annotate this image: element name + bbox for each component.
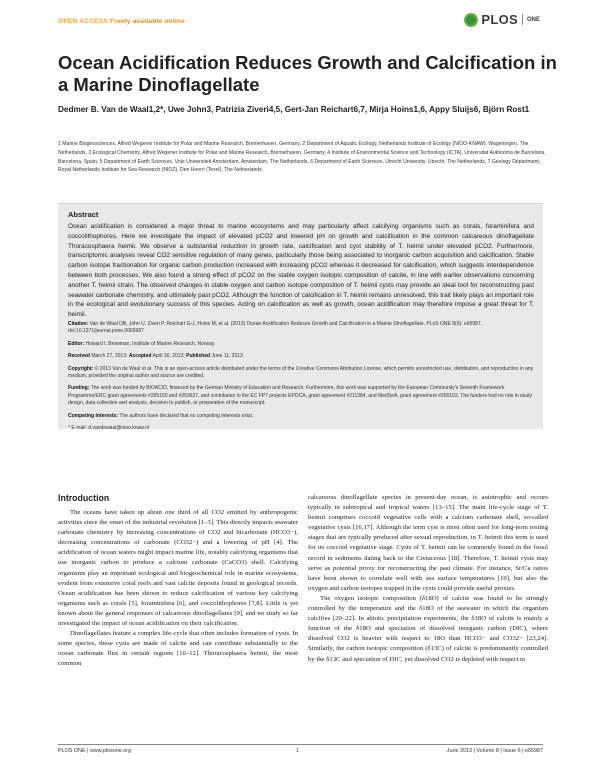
intro-paragraph-2: Dinoflagellates feature a complex life-cycle that often includes formation of cysts. In some species, these cysts are made of calcite and can contribute substantially to the ocean carbonate flux in certain regions [10–12]. Thoracosphaera heimii, the most common — [58, 630, 298, 668]
page-header — [0, 0, 600, 44]
competing-interests-text: The authors have declared that no competing interests exist. — [119, 412, 254, 419]
funding-text: The work was funded by BIOACID, financed by the German Ministry of Education and Research. Furthermore, this work was supported by the European Community's Seventh Framework Programme/ERC grant agreements #205150 and #259627, and contributes to the EC FP7 projects EPOCA, grant agreement #211384, and MedSeA, grant agreement #265103. The funders had no role in study design, data collection and analysis, decision to publish, or preparation of the manuscript. — [68, 385, 532, 407]
copyright-text: © 2013 Van de Waal et al. This is an open-access article distributed under the terms of the Creative Commons Attribution License, which permits unrestricted use, distribution, and reproduction in any medium, provided the original author and source are credited. — [68, 365, 534, 380]
published-label: Published — [186, 353, 211, 360]
intro-paragraph-1: The oceans have taken up about one third of all CO2 emitted by anthropogenic activities since the onset of the industrial revolution [1–3]. This directly impacts seawater carbonate chemistry by increasing concentrations of CO2 and bicarbonate (HCO3−), decreasing concentrations of carbonate (CO32−) and a lowering of pH [4]. The acidification of ocean waters might impact marine life, notably calcifying organisms that use inorganic carbon to produce a calcium carbonate (CaCO3) shell. Calcifying organisms play an important ecological and biogeochemical role in marine ecosystems, evident from extensive coral reefs and vast calcite deposits found in geological records. Ocean acidification has been shown to reduce calcification of various key calcifying organisms such as corals [5], foraminifera [6], and coccolithophores [7,8]. Little is yet known about the general responses of calcareous dinoflagellates [9], and no study so far investigated the impact of ocean acidification on their calcification. — [58, 509, 298, 628]
page-number: 1 — [296, 748, 299, 754]
editor-label: Editor: — [68, 340, 85, 347]
introduction-heading: Introduction — [58, 493, 110, 503]
article-metadata — [68, 321, 536, 437]
plos-one-label: ONE — [526, 16, 540, 23]
editor-text: Howard I. Browman, Institute of Marine Research, Norway — [85, 340, 215, 347]
copyright-label: Copyright: — [68, 365, 94, 372]
editor-row — [68, 341, 536, 348]
oa-label-freely: Freely available online — [110, 18, 185, 25]
competing-interests-label: Competing Interests: — [68, 412, 119, 419]
accepted-label: Accepted — [128, 353, 152, 360]
funding-label: Funding: — [68, 385, 90, 392]
page-footer — [58, 744, 543, 756]
email-row[interactable] — [68, 425, 536, 432]
intro-paragraph-3: calcareous dinoflagellate species in present-day ocean, is autotrophic and occurs typically in subtropical and tropical waters [13–15]. The main life-cycle stage of T. heimii comprises coccoid vegetative cells with a calcium carbonate shell, so-called vegetative cysts [16,17]. Although the term cyst is most often used for long-term resting stages that are typically produced after sexual reproduction, in T. heimii this term is used for its coccoid vegetative stage. Cysts of T. heimii can be commonly found in the fossil record in sediments dating back to the Cretaceous [18]. Therefore, T. heimii cysts may serve as potential proxy for reconstructing the past climate. For instance, Sr/Ca ratios have been shown to correlate well with sea surface temperatures [19], but also the oxygen and carbon isotopes trapped in the cysts could provide useful proxies. — [308, 494, 548, 592]
published-date: June 11, 2013 — [211, 353, 243, 360]
accepted-date: April 30, 2013; — [152, 353, 185, 360]
article-title: Ocean Acidification Reduces Growth and Calcification in a Marine Dinoflagellate — [58, 52, 557, 95]
footer-journal-link[interactable]: PLOS ONE | www.plosone.org — [58, 748, 132, 754]
intro-paragraph-4: The oxygen isotopic composition (δ18O) of calcite was found to be strongly controlled by the temperature and the δ18O of the seawater in which the organism calcifies [20–22]. In abiotic precipitation experiments, the δ18O of calcite is mainly a function of the δ18O and speciation of dissolved inorganic carbon (DIC), where dissolved CO2 is heavier with respect to 18O than HCO3− and CO32− [23,24]. Similarly, the carbon isotopic composition (δ13C) of calcite is predominantly controlled by the δ13C and speciation of DIC, yet dissolved CO2 is depleted with respect to — [308, 594, 548, 663]
plos-wordmark: PLOS — [481, 12, 518, 27]
corresponding-email[interactable]: * E-mail: d.vandewaal@nioo.knaw.nl — [68, 425, 149, 432]
body-column-left — [58, 508, 298, 670]
citation-label: Citation: — [68, 321, 89, 327]
citation-row — [68, 321, 536, 336]
plos-sun-icon — [464, 13, 478, 27]
copyright-row — [68, 366, 536, 381]
plos-one-logo[interactable] — [464, 12, 540, 27]
logo-divider — [522, 14, 523, 25]
abstract-heading: Abstract — [68, 210, 99, 219]
oa-label-access: ACCESS — [79, 18, 108, 25]
open-access-badge[interactable] — [58, 18, 185, 25]
footer-issue-info: June 2013 | Volume 8 | Issue 6 | e65987 — [446, 748, 543, 754]
affiliations: 1 Marine Biogeosciences, Alfred Wegener Institute for Polar and Marine Research, Bremerhaven, Germany, 2 Department of Aquatic Ecology, Netherlands Institute of Ecology (NIOO-KNAW), Wageningen, The Netherlands, 3 Ecological Chemistry, Alfred Wegener Institute for Polar and Marine Research, Bremerhaven, Germany, 4 Institute of Environmental Science and Technology (ICTA), Universitat Autònoma de Barcelona, Barcelona, Spain, 5 Department of Earth Sciences, Vrije Universiteit Amsterdam, Amsterdam, The Netherlands, 6 Department of Earth Sciences, Utrecht University, Utrecht, The Netherlands, 7 Geology Department, Royal Netherlands Institute for Sea Research (NIOZ), Den Hoorn (Texel), The Netherlands — [58, 141, 546, 174]
author-list: Dedmer B. Van de Waal1,2*, Uwe John3, Patrizia Ziveri4,5, Gert-Jan Reichart6,7, Mirja Hoins1,6, Appy Sluijs6, Björn Rost1 — [58, 105, 530, 114]
abstract-text: Ocean acidification is considered a major threat to marine ecosystems and may particularly affect calcifying organisms such as corals, foraminifera and coccolithophores. Here we investigate the impact of elevated pCO2 and lowered pH on growth and calcification in the common calcareous dinoflagellate Thoracosphaera heimii. We observe a substantial reduction in growth rate, calcification and cyst stability of T. heimii under elevated pCO2. Furthermore, transcriptomic analyses reveal CO2 sensitive regulation of many genes, particularly those being associated to inorganic carbon acquisition and calcification. Stable carbon isotope fractionation for organic carbon production increased with increasing pCO2 whereas it decreased for calcification, which suggests interdependence between both processes. We also found a strong effect of pCO2 on the stable oxygen isotopic composition of calcite, in line with earlier observations concerning another T. heimii strain. The observed changes in stable oxygen and carbon isotope composition of T. heimii cysts may provide an ideal tool for reconstructing past seawater carbonate chemistry, and ultimately past pCO2. Although the function of calcification in T. heimii remains unresolved, this trait likely plays an important role in the ecological and evolutionary success of this species. Acting on calcification as well as growth, ocean acidification may therefore impose a great threat for T. heimii. — [68, 223, 534, 319]
dates-row — [68, 353, 536, 360]
funding-row — [68, 385, 536, 407]
body-column-right — [308, 493, 548, 665]
received-label: Received — [68, 353, 90, 360]
competing-interests-row — [68, 413, 536, 420]
received-date: March 27, 2013; — [91, 353, 128, 360]
oa-label-open: OPEN — [58, 18, 78, 25]
citation-text: Van de Waal DB, John U, Ziveri P, Reichart G-J, Hoins M, et al. (2013) Ocean Acidification Reduces Growth and Calcification in a Marine Dinoflagellate. PLoS ONE 8(6): e65987. doi:10.1371/journal.pone.0065987 — [68, 321, 482, 335]
